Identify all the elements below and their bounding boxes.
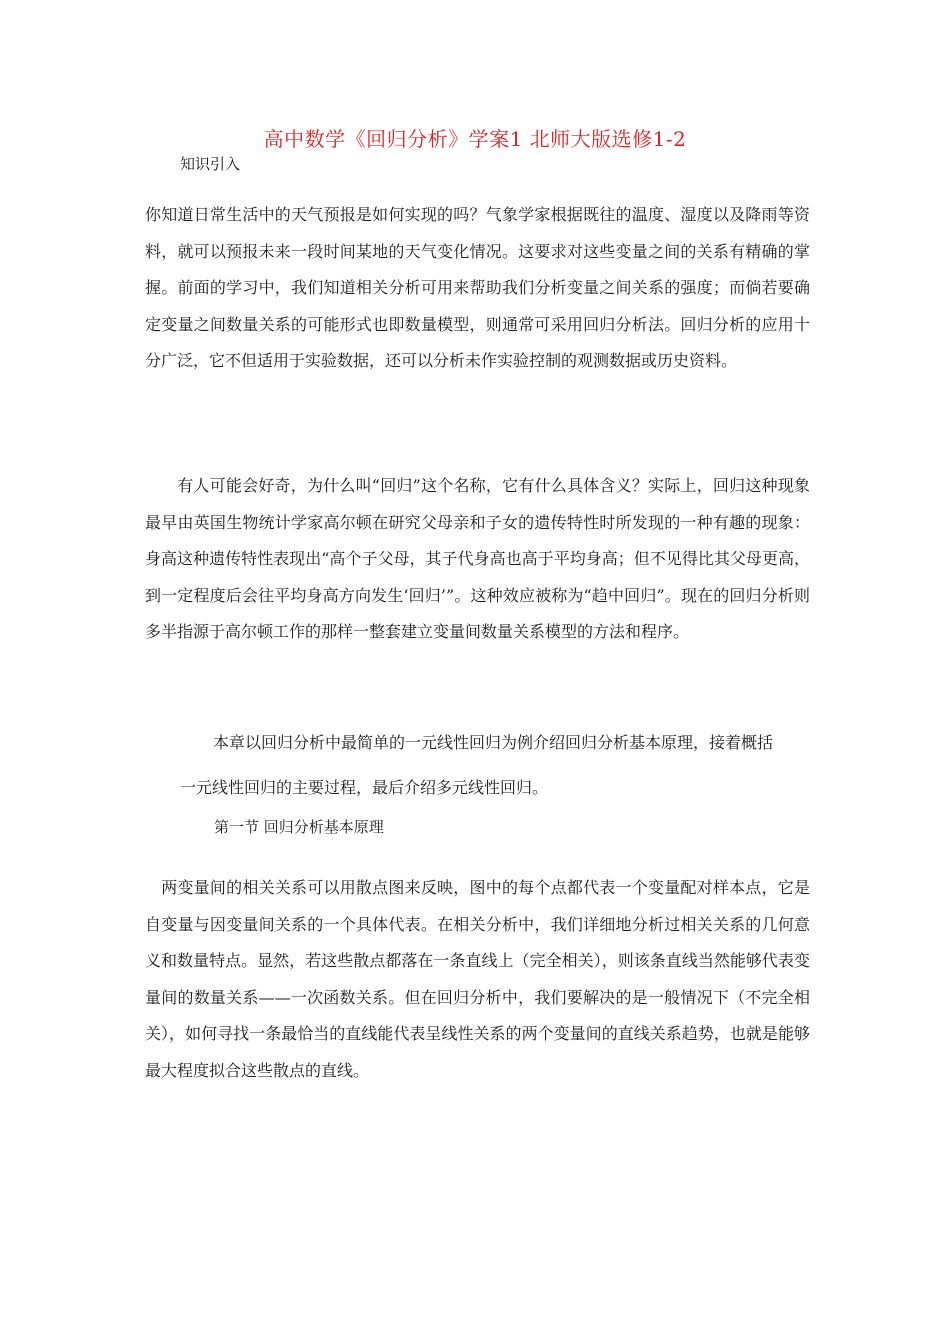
paragraph-regression-origin bbox=[145, 468, 810, 651]
paragraph-intro bbox=[145, 197, 810, 380]
paragraph-chapter-overview-line2: 一元线性回归的主要过程，最后介绍多元线性回归。 bbox=[180, 778, 549, 797]
paragraph-scatter-basics-text: 两变量间的相关关系可以用散点图来反映，图中的每个点都代表一个变量配对样本点，它是自变量与因变量间关系的一个具体代表。在相关分析中，我们详细地分析过相关关系的几何意义和数量特点。显然，若这些散点都落在一条直线上（完全相关），则该条直线当然能够代表变量间的数量关系——一次函数关系。但在回归分析中，我们要解决的是一般情况下（不完全相关），如何寻找一条最恰当的直线能代表呈线性关系的两个变量间的直线关系趋势，也就是能够最大程度拟合这些散点的直线。 bbox=[145, 878, 810, 1080]
paragraph-intro-text: 你知道日常生活中的天气预报是如何实现的吗？气象学家根据既往的温度、湿度以及降雨等资料，就可以预报未来一段时间某地的天气变化情况。这要求对这些变量之间的关系有精确的掌握。前面的学习中，我们知道相关分析可用来帮助我们分析变量之间关系的强度；而倘若要确定变量之间数量关系的可能形式也即数量模型，则通常可采用回归分析法。回归分析的应用十分广泛，它不但适用于实验数据，还可以分析未作实验控制的观测数据或历史资料。 bbox=[145, 205, 810, 370]
section-1-heading: 第一节 回归分析基本原理 bbox=[214, 818, 384, 836]
paragraph-scatter-basics bbox=[145, 870, 810, 1089]
paragraph-regression-origin-text: 有人可能会好奇，为什么叫“回归”这个名称，它有什么具体含义？实际上，回归这种现象最早由英国生物统计学家高尔顿在研究父母亲和子女的遗传特性时所发现的一种有趣的现象：身高这种遗传特性表现出“高个子父母，其子代身高也高于平均身高；但不见得比其父母更高，到一定程度后会往平均身高方向发生‘回归’”。这种效应被称为“趋中回归”。现在的回归分析则多半指源于高尔顿工作的那样一整套建立变量间数量关系模型的方法和程序。 bbox=[145, 476, 810, 641]
section-intro-label: 知识引入 bbox=[180, 155, 241, 173]
document-title: 高中数学《回归分析》学案1 北师大版选修1-2 bbox=[263, 127, 687, 151]
paragraph-chapter-overview-line1: 本章以回归分析中最简单的一元线性回归为例介绍回归分析基本原理，接着概括 bbox=[213, 733, 774, 752]
